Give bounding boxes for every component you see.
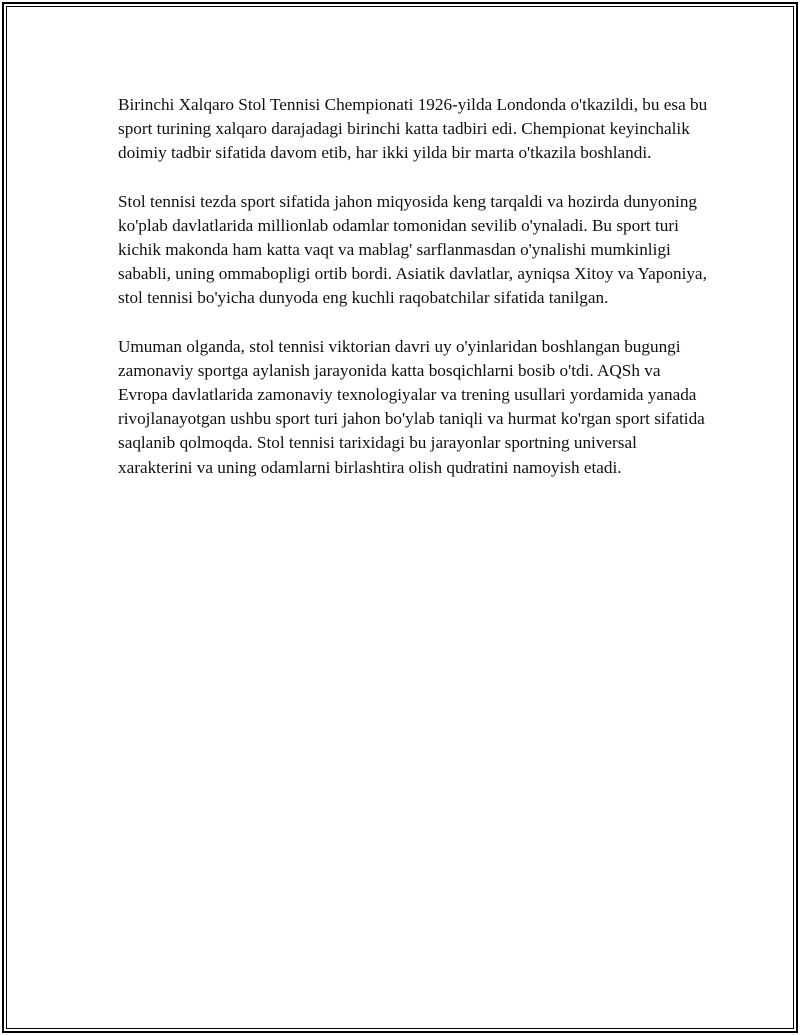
document-body (118, 93, 708, 504)
paragraph-3: Umuman olganda, stol tennisi viktorian davri uy o'yinlaridan boshlangan bugungi zamonaviy sportga aylanish jarayonida katta bosqichlarni bosib o'tdi. AQSh va Evropa davlatlarida zamonaviy texnologiyalar va trening usullari yordamida yanada rivojlanayotgan ushbu sport turi jahon bo'ylab taniqli va hurmat ko'rgan sport sifatida saqlanib qolmoqda. Stol tennisi tarixidagi bu jarayonlar sportning universal xarakterini va uning odamlarni birlashtira olish qudratini namoyish etadi. (118, 336, 705, 477)
paragraph-2: Stol tennisi tezda sport sifatida jahon miqyosida keng tarqaldi va hozirda dunyoning ko'plab davlatlarida millionlab odamlar tomonidan sevilib o'ynaladi. Bu sport turi kichik makonda ham katta vaqt va mablag' sarflanmasdan o'ynalishi mumkinligi sababli, uning ommabopligi ortib bordi. Asiatik davlatlar, ayniqsa Xitoy va Yaponiya, stol tennisi bo'yicha dunyoda eng kuchli raqobatchilar sifatida tanilgan. (118, 191, 707, 308)
paragraph-1: Birinchi Xalqaro Stol Tennisi Chempionati 1926-yilda Londonda o'tkazildi, bu esa bu sport turining xalqaro darajadagi birinchi katta tadbiri edi. Chempionat keyinchalik doimiy tadbir sifatida davom etib, har ikki yilda bir marta o'tkazila boshlandi. (118, 95, 708, 163)
